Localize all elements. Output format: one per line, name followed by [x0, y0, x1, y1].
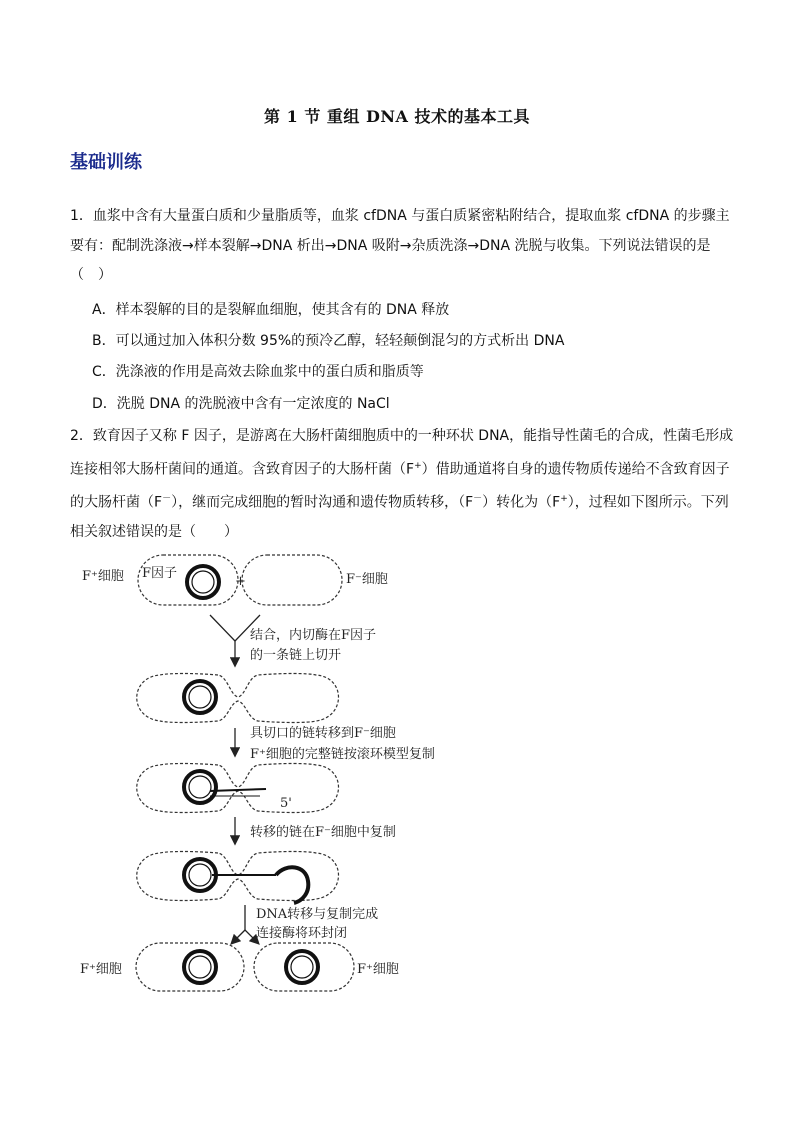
plus-sign: +: [235, 574, 246, 589]
f-plus-cell-label: F⁺细胞: [82, 569, 124, 584]
question-1-option-a[interactable]: A．样本裂解的目的是裂解血细胞，使其含有的 DNA 释放: [92, 302, 450, 318]
q2-sup-plus: +: [414, 460, 422, 471]
five-prime-label: 5': [280, 796, 292, 811]
f-minus-cell: [242, 555, 342, 605]
q2-sup-plus-2: +: [560, 493, 568, 504]
f-factor-transfer-diagram: [70, 545, 490, 1005]
result-right-label: F⁺细胞: [357, 962, 399, 977]
q2-text-4: ）转化为（F: [482, 494, 561, 511]
f-minus-cell-label: F⁻细胞: [346, 572, 388, 587]
step2-label-line2: F⁺细胞的完整链按滚环模型复制: [250, 747, 435, 762]
transferring-strand: [210, 789, 266, 791]
result-left-label: F⁺细胞: [80, 962, 122, 977]
page-title: 第 1 节 重组 DNA 技术的基本工具: [264, 107, 530, 126]
conjugating-cells-2: [137, 764, 339, 813]
result-right-plasmid-inner: [291, 956, 313, 978]
question-1-option-b[interactable]: B．可以通过加入体积分数 95%的预冷乙醇，轻轻颠倒混匀的方式析出 DNA: [92, 333, 565, 349]
question-1-option-d[interactable]: D．洗脱 DNA 的洗脱液中含有一定浓度的 NaCl: [92, 396, 390, 412]
step1-label-line1: 结合，内切酶在F因子: [250, 628, 377, 643]
q2-text-2: ）借助通道将自身的遗传物质传递给不含致育因子的大肠杆菌（F: [70, 461, 730, 511]
conjugating-cells-1: [137, 674, 339, 723]
result-left-plasmid-inner: [189, 956, 211, 978]
plasmid-4-inner: [189, 864, 211, 886]
new-circle-forming: [276, 867, 308, 903]
result-left-cell: [136, 943, 244, 991]
question-2-stem: [70, 422, 734, 547]
step4-label-line2: 连接酶将环封闭: [256, 926, 348, 941]
q2-text-1: 2．致育因子又称 F 因子，是游离在大肠杆菌细胞质中的一种环状 DNA，能指导性菌毛的合成，性菌毛形成连接相邻大肠杆菌间的通道。含致育因子的大肠杆菌（F: [70, 428, 734, 478]
f-factor-plasmid-inner: [192, 571, 214, 593]
plasmid-2-inner: [189, 686, 211, 708]
step2-label-line1: 具切口的链转移到F⁻细胞: [250, 726, 396, 741]
step4-arrow-left: [232, 930, 245, 943]
section-heading: 基础训练: [70, 152, 142, 173]
q2-text-5: ），过程如下图所示。下列相关叙述错误的是（ ）: [70, 494, 729, 540]
question-1-stem: 1．血浆中含有大量蛋白质和少量脂质等，血浆 cfDNA 与蛋白质紧密粘附结合，提取血浆 cfDNA 的步骤主要有：配制洗涤液→样本裂解→DNA 析出→DNA 吸附→杂质洗涤→DNA 洗脱与收集。下列说法错误的是（ ）: [70, 208, 730, 283]
q2-sup-minus-2: －: [473, 493, 483, 504]
f-factor-label: F因子: [142, 566, 178, 581]
step3-label: 转移的链在F⁻细胞中复制: [250, 825, 396, 840]
step4-label-line1: DNA转移与复制完成: [256, 907, 379, 922]
q2-sup-minus: －: [162, 493, 172, 504]
question-1-option-c[interactable]: C．洗涤液的作用是高效去除血浆中的蛋白质和脂质等: [92, 364, 424, 380]
plasmid-3-inner: [189, 776, 211, 798]
step1-label-line2: 的一条链上切开: [250, 648, 342, 663]
q2-text-3: ），继而完成细胞的暂时沟通和遗传物质转移，（F: [171, 494, 474, 511]
